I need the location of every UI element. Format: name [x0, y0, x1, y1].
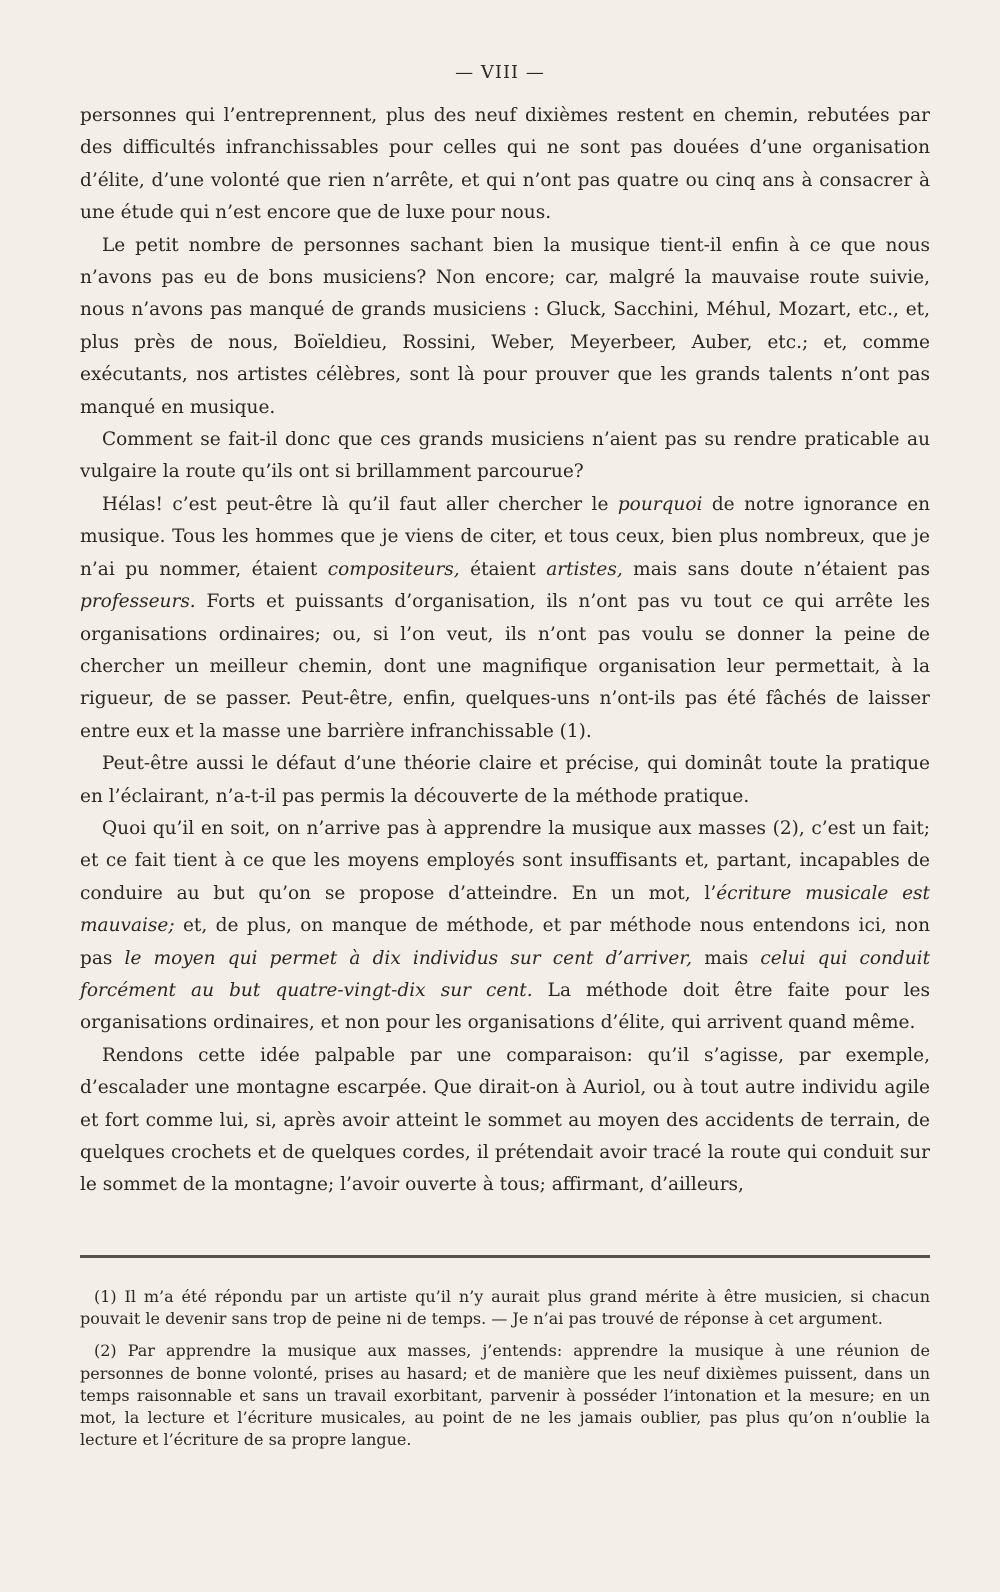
emphasis-text: écriture musicale est mauvaise; [80, 882, 930, 937]
emphasis-text: professeurs. [80, 591, 196, 613]
paragraph-text: mais [692, 947, 761, 969]
paragraph-text: Forts et puissants d’organisation, ils n’ont pas vu tout ce qui arrête les organisations ordinaires; ou, si l’on veut, ils n’ont pas voulu se donner la peine de chercher un meilleur chemin, dont une magnifique organisation leur permettait, à la rigueur, de se passer. Peut-être, enfin, quelques-uns n’ont-ils pas été fâchés de laisser entre eux et la masse une barrière infranchissable (1). [80, 591, 930, 742]
body-paragraph [80, 813, 930, 1040]
footnotes [80, 1286, 930, 1461]
paragraph-text: Peut-être aussi le défaut d’une théorie claire et précise, qui dominât toute la pratique en l’éclairant, n’a-t-il pas permis la découverte de la méthode pratique. [80, 753, 930, 807]
emphasis-text: compositeurs, [327, 558, 460, 580]
body-paragraph [80, 100, 930, 230]
page-number: — VIII — [455, 62, 545, 83]
emphasis-text: artistes, [546, 558, 623, 580]
paragraph-text: étaient [459, 558, 547, 580]
paragraph-text: La méthode doit être faite pour les organisations ordinaires, et non pour les organisations d’élite, qui arrivent quand même. [80, 979, 930, 1034]
body-text [80, 100, 930, 1202]
paragraph-text: de notre ignorance en musique. Tous les hommes que je viens de citer, et tous ceux, bien plus nombreux, que je n’ai pu nommer, étaient [80, 493, 930, 580]
paragraph-text: Hélas! c’est peut-être là qu’il faut aller chercher le [102, 493, 618, 515]
paragraph-text: et, de plus, on manque de méthode, et par méthode nous entendons ici, non pas [80, 915, 930, 969]
body-paragraph [80, 748, 930, 813]
body-paragraph [80, 489, 930, 748]
paragraph-text: Rendons cette idée palpable par une comparaison: qu’il s’agisse, par exemple, d’escalader une montagne escarpée. Que dirait-on à Auriol, ou à tout autre individu agile et fort comme lui, si, après avoir atteint le sommet au moyen des accidents de terrain, de quelques crochets et de quelques cordes, il prétendait avoir tracé la route qui conduit sur le sommet de la montagne; l’avoir ouverte à tous; affirmant, d’ailleurs, [80, 1044, 930, 1196]
body-paragraph [80, 1040, 930, 1202]
emphasis-text: le moyen qui permet à dix individus sur cent d’arriver, [124, 947, 693, 969]
footnote: (1) Il m’a été répondu par un artiste qu’il n’y aurait plus grand mérite à être musicien, si chacun pouvait le devenir sans trop de peine ni de temps. — Je n’ai pas trouvé de réponse à cet argument. [80, 1287, 930, 1329]
emphasis-text: pourquoi [617, 493, 703, 515]
paragraph-text: Quoi qu’il en soit, on n’arrive pas à apprendre la musique aux masses (2), c’est un fait; et ce fait tient à ce que les moyens employés sont insuffisants et, partant, incapables de conduire au but qu’on se propose d’atteindre. En un mot, l’ [80, 817, 930, 904]
body-paragraph [80, 230, 930, 424]
body-paragraph [80, 424, 930, 489]
paragraph-text: personnes qui l’entreprennent, plus des neuf dixièmes restent en chemin, rebutées par des difficultés infranchissables pour celles qui ne sont pas douées d’une organisation d’élite, d’une volonté que rien n’arrête, et qui n’ont pas quatre ou cinq ans à consacrer à une étude qui n’est encore que de luxe pour nous. [80, 105, 930, 224]
footnote-rule [80, 1255, 930, 1258]
paragraph-text: mais sans doute n’étaient pas [622, 558, 930, 580]
emphasis-text: celui qui conduit forcément au but quatre-vingt-dix sur cent. [80, 947, 931, 1001]
paragraph-text: Le petit nombre de personnes sachant bien la musique tient-il enfin à ce que nous n’avons pas eu de bons musiciens? Non encore; car, malgré la mauvaise route suivie, nous n’avons pas manqué de grands musiciens : Gluck, Sacchini, Méhul, Mozart, etc., et, plus près de nous, Boïeldieu, Rossini, Weber, Meyerbeer, Auber, etc.; et, comme exécutants, nos artistes célèbres, sont là pour prouver que les grands talents n’ont pas manqué en musique. [80, 234, 930, 418]
paragraph-text: Comment se fait-il donc que ces grands musiciens n’aient pas su rendre praticable au vulgaire la route qu’ils ont si brillamment parcourue? [80, 429, 930, 483]
footnote: (2) Par apprendre la musique aux masses, j’entends: apprendre la musique à une réunion de personnes de bonne volonté, prises au hasard; et de manière que les neuf dixièmes puissent, dans un temps raisonnable et sans un travail exorbitant, parvenir à posséder l’intonation et la mesure; en un mot, la lecture et l’écriture musicales, au point de ne les jamais oublier, pas plus qu’on n’oublie la lecture et l’écriture de sa propre langue. [80, 1341, 930, 1450]
